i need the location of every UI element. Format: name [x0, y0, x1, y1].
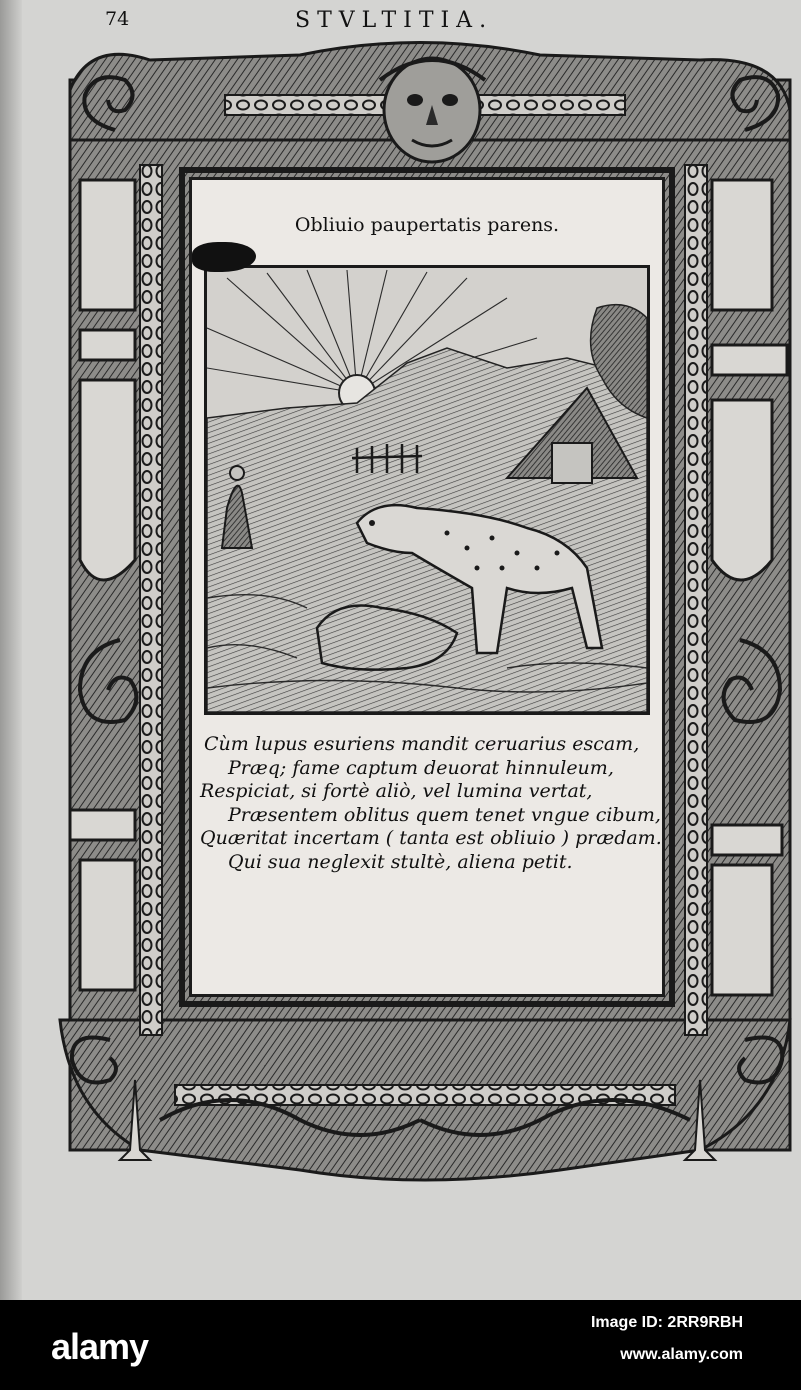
verse-line: Præsentem oblitus quem tenet vngue cibum, — [228, 803, 661, 826]
verse-line: Præq; fame captum deuorat hinnuleum, — [228, 756, 614, 779]
lynx-devouring-fawn-woodcut — [204, 265, 650, 715]
emblem-motto: Obliuio paupertatis parens. — [294, 214, 560, 236]
emblem-panel — [189, 177, 665, 997]
watermark-logo: alamy — [51, 1326, 149, 1367]
verse-line: Respiciat, si fortè aliò, vel lumina vertat, — [200, 780, 593, 802]
emblem-verse — [200, 733, 660, 874]
verse-line: Quæritat incertam ( tanta est obliuio ) prædam. — [200, 827, 662, 849]
watermark-bar — [0, 1300, 801, 1390]
verse-line: Qui sua neglexit stultè, aliena petit. — [228, 850, 573, 873]
verse-line: Cùm lupus esuriens mandit ceruarius escam, — [204, 733, 640, 755]
running-head: STVLTITIA. — [295, 8, 494, 33]
watermark-image-id: Image ID: 2RR9RBH — [590, 1314, 743, 1331]
watermark-url: www.alamy.com — [620, 1346, 743, 1363]
page-number: 74 — [105, 8, 130, 30]
